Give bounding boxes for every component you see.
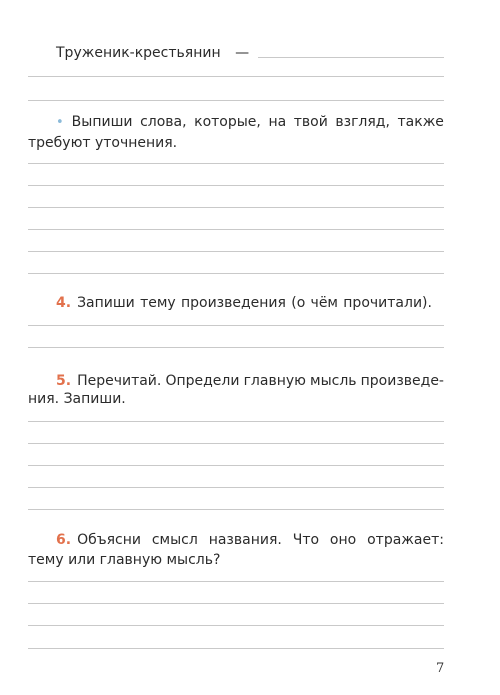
word: взгляд, bbox=[335, 114, 390, 130]
word: прочитали). bbox=[343, 295, 432, 311]
word: Выпиши bbox=[71, 114, 133, 130]
word: на bbox=[268, 114, 287, 130]
top-answer-line[interactable] bbox=[258, 57, 444, 58]
answer-line[interactable] bbox=[28, 325, 444, 326]
answer-line[interactable] bbox=[28, 163, 444, 164]
word: тему bbox=[140, 295, 176, 311]
answer-line[interactable] bbox=[28, 509, 444, 510]
answer-line[interactable] bbox=[28, 273, 444, 274]
answer-line[interactable] bbox=[28, 625, 444, 626]
task-5-line2: ния. Запиши. bbox=[28, 391, 126, 407]
bullet-task-line1 bbox=[56, 113, 444, 132]
word: главную bbox=[243, 373, 306, 389]
word: Определи bbox=[165, 373, 240, 389]
answer-line[interactable] bbox=[28, 421, 444, 422]
task-number: 4. bbox=[56, 295, 72, 311]
answer-line[interactable] bbox=[28, 347, 444, 348]
word: названия. bbox=[208, 532, 282, 548]
task-6-line1 bbox=[56, 531, 444, 549]
word: оно bbox=[329, 532, 357, 548]
word: мысль bbox=[310, 373, 357, 389]
top-label-row bbox=[56, 44, 249, 62]
answer-line[interactable] bbox=[28, 207, 444, 208]
word: произведения bbox=[180, 295, 286, 311]
word: Запиши bbox=[77, 295, 135, 311]
page-number: 7 bbox=[436, 661, 445, 676]
bullet-task-line2: требуют уточнения. bbox=[28, 135, 178, 151]
task-4-line1 bbox=[56, 294, 444, 312]
word: Объясни bbox=[77, 532, 141, 548]
answer-line[interactable] bbox=[28, 487, 444, 488]
task-5-line1 bbox=[56, 372, 444, 390]
answer-line[interactable] bbox=[28, 100, 444, 101]
task-number: 5. bbox=[56, 373, 72, 389]
word: произведе- bbox=[360, 373, 444, 389]
top-label: Труженик-крестьянин bbox=[56, 45, 221, 61]
word: твой bbox=[293, 114, 328, 130]
answer-line[interactable] bbox=[28, 76, 444, 77]
task-number: 6. bbox=[56, 532, 72, 548]
word: чём bbox=[310, 295, 338, 311]
word: (о bbox=[291, 295, 306, 311]
word: Перечитай. bbox=[77, 373, 162, 389]
answer-line[interactable] bbox=[28, 581, 444, 582]
word: Что bbox=[292, 532, 320, 548]
word: также bbox=[397, 114, 444, 130]
word: смысл bbox=[151, 532, 198, 548]
answer-line[interactable] bbox=[28, 185, 444, 186]
answer-line[interactable] bbox=[28, 251, 444, 252]
answer-line[interactable] bbox=[28, 465, 444, 466]
answer-line[interactable] bbox=[28, 603, 444, 604]
word: отражает: bbox=[367, 532, 444, 548]
bullet-icon: • bbox=[56, 115, 64, 130]
answer-line[interactable] bbox=[28, 443, 444, 444]
answer-line[interactable] bbox=[28, 229, 444, 230]
answer-line[interactable] bbox=[28, 648, 444, 649]
top-dash: — bbox=[235, 45, 250, 61]
word: слова, bbox=[140, 114, 187, 130]
task-6-line2: тему или главную мысль? bbox=[28, 552, 221, 568]
word: которые, bbox=[194, 114, 261, 130]
